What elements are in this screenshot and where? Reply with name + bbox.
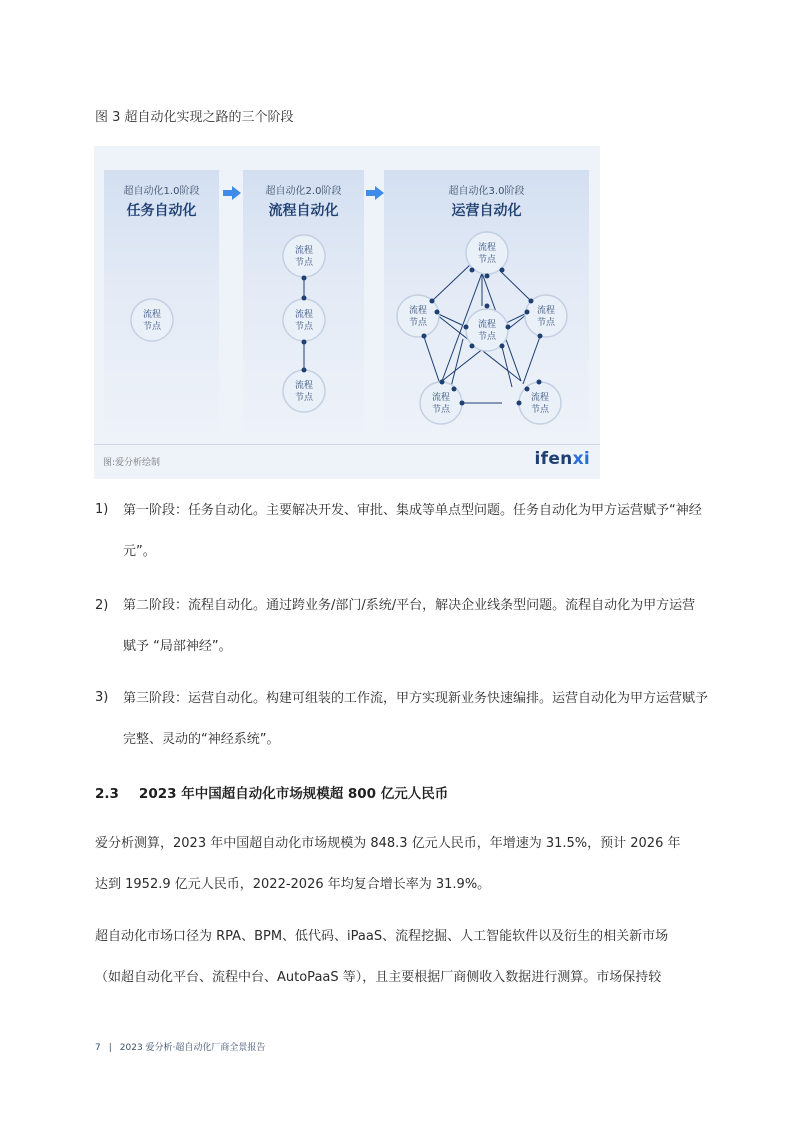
node-label: 节点 xyxy=(294,393,314,403)
stage-label: 超自动化1.0阶段 xyxy=(123,186,200,197)
node-label: 节点 xyxy=(142,322,162,332)
figure-caption: 图 3 超自动化实现之路的三个阶段 xyxy=(95,110,294,125)
process-node xyxy=(131,299,173,341)
list-item-text: 第一阶段：任务自动化。主要解决开发、审批、集成等单点型问题。任务自动化为甲方运营赋予“神经元”。 xyxy=(123,503,702,559)
node-label: 流程 xyxy=(477,243,497,253)
page-footer xyxy=(95,1040,265,1053)
paragraph-line: 达到 1952.9 亿元人民币，2022-2026 年均复合增长率为 31.9%。 xyxy=(95,877,491,892)
node-label: 流程 xyxy=(294,246,314,256)
node-label: 节点 xyxy=(294,258,314,268)
node-network xyxy=(94,146,600,479)
section-title: 2023 年中国超自动化市场规模超 800 亿元人民币 xyxy=(138,786,449,802)
list-number: 1) xyxy=(95,502,109,517)
node-label: 节点 xyxy=(530,405,550,415)
logo-text: ifen xyxy=(534,449,573,469)
figure-source: 图:爱分析绘制 xyxy=(103,458,161,468)
logo-text: xi xyxy=(572,449,590,469)
paragraph-line: 爱分析测算，2023 年中国超自动化市场规模为 848.3 亿元人民币，年增速为 31.5%，预计 2026 年 xyxy=(95,836,681,851)
node-label: 流程 xyxy=(530,393,550,403)
process-node xyxy=(283,370,325,412)
node-label: 流程 xyxy=(477,320,497,330)
node-label: 节点 xyxy=(294,322,314,332)
figure-divider xyxy=(94,444,600,445)
list-item-text: 第三阶段：运营自动化。构建可组装的工作流，甲方实现新业务快速编排。运营自动化为甲方运营赋予完整、灵动的“神经系统”。 xyxy=(123,691,709,747)
process-node xyxy=(283,235,325,277)
list-number: 2) xyxy=(95,598,109,613)
stage-label: 超自动化3.0阶段 xyxy=(448,186,525,197)
stage-name: 运营自动化 xyxy=(451,203,522,219)
node-label: 节点 xyxy=(408,318,428,328)
node-label: 流程 xyxy=(431,393,451,403)
process-node xyxy=(283,299,325,341)
footer-title: 2023 爱分析·超自动化厂商全景报告 xyxy=(119,1043,266,1053)
node-label: 流程 xyxy=(408,306,428,316)
process-nodes xyxy=(131,232,567,424)
node-label: 流程 xyxy=(142,310,162,320)
node-label: 节点 xyxy=(431,405,451,415)
ifenxi-logo xyxy=(535,449,590,469)
stage-label: 超自动化2.0阶段 xyxy=(265,186,342,197)
paragraph-line: 超自动化市场口径为 RPA、BPM、低代码、iPaaS、流程挖掘、人工智能软件以及衍生的相关新市场 xyxy=(95,929,669,944)
node-label: 流程 xyxy=(294,310,314,320)
node-label: 节点 xyxy=(477,255,497,265)
list-item-text: 第二阶段：流程自动化。通过跨业务/部门/系统/平台，解决企业线条型问题。流程自动化为甲方运营赋予 “局部神经”。 xyxy=(123,598,696,654)
node-label: 节点 xyxy=(536,318,556,328)
page-number: 7 xyxy=(95,1043,101,1053)
section-number: 2.3 xyxy=(95,786,119,802)
paragraph-line: （如超自动化平台、流程中台、AutoPaaS 等），且主要根据厂商侧收入数据进行测算。市场保持较 xyxy=(95,970,662,985)
footer-separator: | xyxy=(108,1043,112,1053)
node-label: 节点 xyxy=(477,332,497,342)
node-label: 流程 xyxy=(294,381,314,391)
stage-name: 任务自动化 xyxy=(126,203,197,219)
node-label: 流程 xyxy=(536,306,556,316)
list-number: 3) xyxy=(95,690,109,705)
stages-figure xyxy=(94,146,600,479)
stage-name: 流程自动化 xyxy=(268,203,339,219)
section-heading xyxy=(95,782,448,802)
